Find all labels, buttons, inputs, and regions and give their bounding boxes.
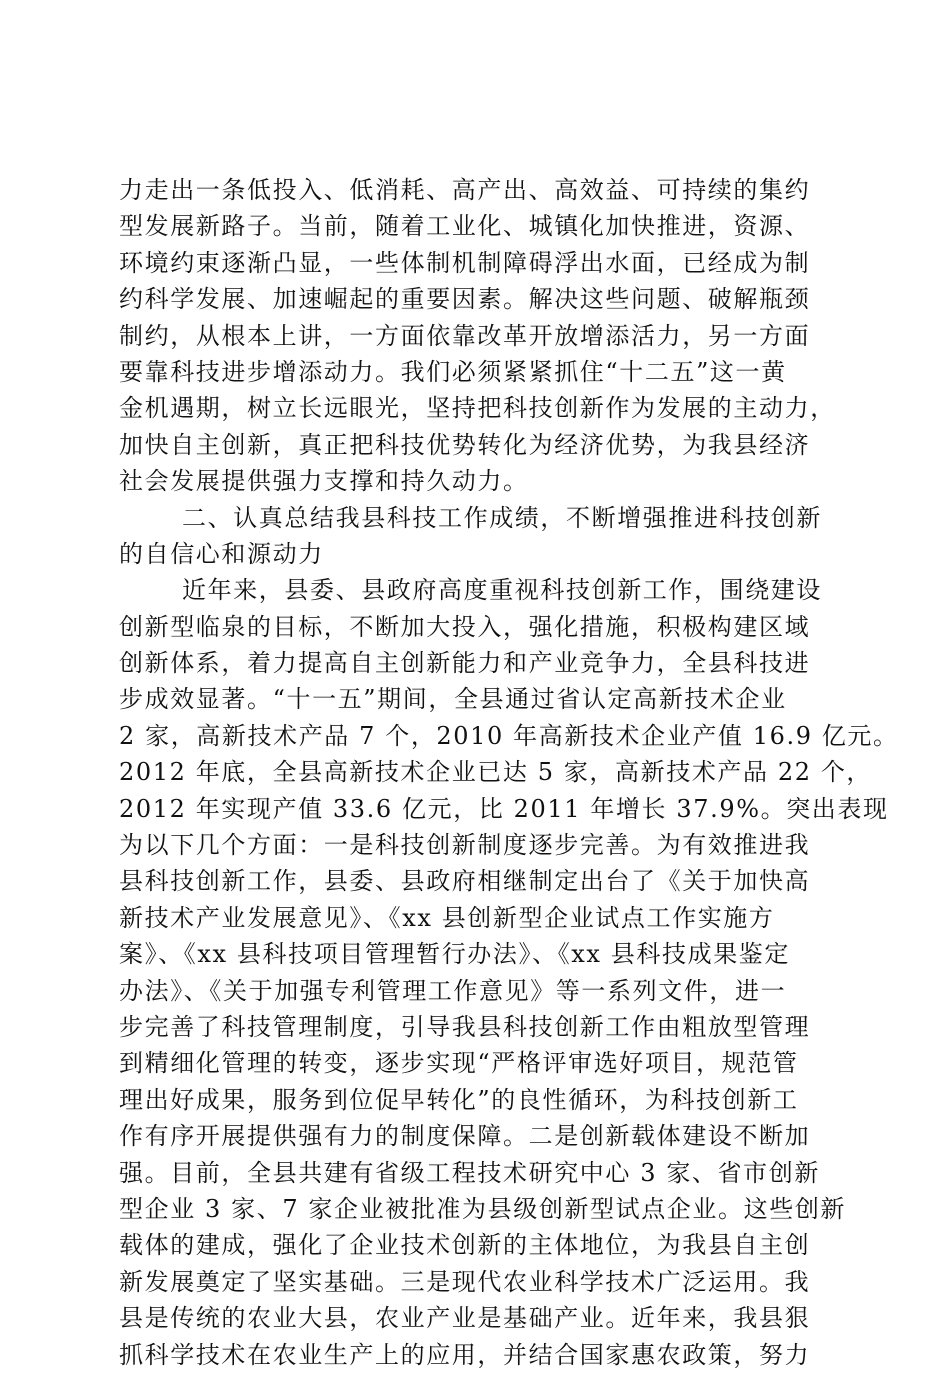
text-line: 近年来，县委、县政府高度重视科技创新工作，围绕建设 (182, 576, 822, 605)
text-line: 步完善了科技管理制度，引导我县科技创新工作由粗放型管理 (119, 1012, 811, 1041)
text-line: 要靠科技进步增添动力。我们必须紧紧抓住“十二五”这一黄 (119, 357, 787, 386)
text-line: 创新体系，着力提高自主创新能力和产业竞争力，全县科技进 (119, 649, 811, 678)
text-line: 到精细化管理的转变，逐步实现“严格评审选好项目，规范管 (119, 1049, 799, 1078)
text-line: 新技术产业发展意见》、《xx 县创新型企业试点工作实施方 (119, 903, 775, 932)
text-line: 社会发展提供强力支撑和持久动力。 (119, 467, 529, 496)
text-line: 新发展奠定了坚实基础。三是现代农业科学技术广泛运用。我 (119, 1267, 811, 1296)
document-body (119, 172, 899, 1373)
text-line: 步成效显著。“十一五”期间，全县通过省认定高新技术企业 (119, 685, 787, 714)
text-line: 2 家，高新技术产品 7 个，2010 年高新技术企业产值 16.9 亿元。 (119, 721, 899, 750)
text-line: 理出好成果，服务到位促早转化”的良性循环，为科技创新工 (119, 1085, 799, 1114)
text-line: 抓科学技术在农业生产上的应用，并结合国家惠农政策，努力 (119, 1340, 811, 1369)
text-line: 县科技创新工作，县委、县政府相继制定出台了《关于加快高 (119, 867, 811, 896)
text-line: 环境约束逐渐凸显，一些体制机制障碍浮出水面，已经成为制 (119, 248, 811, 277)
text-line: 县是传统的农业大县，农业产业是基础产业。近年来，我县狠 (119, 1304, 811, 1333)
text-line: 型发展新路子。当前，随着工业化、城镇化加快推进，资源、 (119, 212, 811, 241)
text-line: 载体的建成，强化了企业技术创新的主体地位，为我县自主创 (119, 1231, 811, 1260)
text-line: 二、认真总结我县科技工作成绩，不断增强推进科技创新 (182, 503, 822, 532)
text-line: 2012 年实现产值 33.6 亿元，比 2011 年增长 37.9%。突出表现 (119, 794, 889, 823)
text-line: 型企业 3 家、7 家企业被批准为县级创新型试点企业。这些创新 (119, 1194, 847, 1223)
text-line: 的自信心和源动力 (119, 539, 324, 568)
text-line: 力走出一条低投入、低消耗、高产出、高效益、可持续的集约 (119, 176, 811, 204)
text-line: 为以下几个方面：一是科技创新制度逐步完善。为有效推进我 (119, 831, 811, 860)
text-line: 创新型临泉的目标，不断加大投入，强化措施，积极构建区域 (119, 612, 811, 641)
text-line: 加快自主创新，真正把科技优势转化为经济优势，为我县经济 (119, 430, 811, 459)
text-line: 2012 年底，全县高新技术企业已达 5 家，高新技术产品 22 个， (119, 758, 873, 787)
text-line: 金机遇期，树立长远眼光，坚持把科技创新作为发展的主动力， (119, 394, 836, 423)
text-line: 约科学发展、加速崛起的重要因素。解决这些问题、破解瓶颈 (119, 285, 811, 314)
text-line: 案》、《xx 县科技项目管理暂行办法》、《xx 县科技成果鉴定 (119, 940, 790, 969)
text-line: 办法》、《关于加强专利管理工作意见》等一系列文件，进一 (119, 976, 787, 1005)
text-line: 作有序开展提供强有力的制度保障。二是创新载体建设不断加 (119, 1122, 811, 1151)
text-line: 强。目前，全县共建有省级工程技术研究中心 3 家、省市创新 (119, 1158, 820, 1187)
text-line: 制约，从根本上讲，一方面依靠改革开放增添活力，另一方面 (119, 321, 811, 350)
